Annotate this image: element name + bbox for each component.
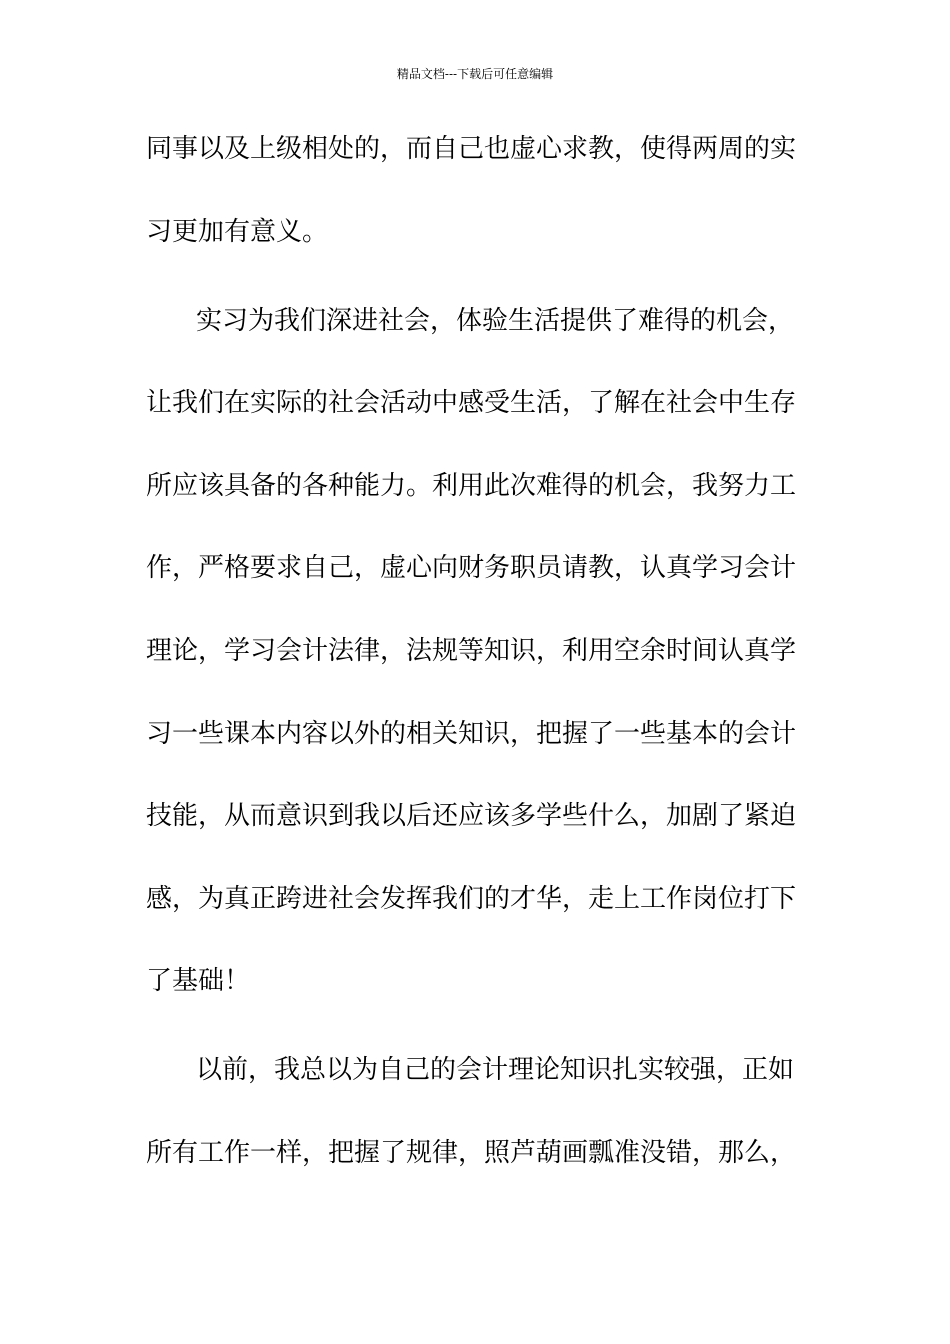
text-line-2: 习更加有意义。 [146, 217, 329, 247]
text-line-1: 同事以及上级相处的，而自己也虚心求教，使得两周的实 [146, 134, 797, 164]
text-line-5: 所应该具备的各种能力。利用此次难得的机会，我努力工 [146, 471, 797, 501]
text-line-4: 让我们在实际的社会活动中感受生活，了解在社会中生存 [146, 388, 797, 418]
text-line-12: 以前，我总以为自己的会计理论知识扎实较强，正如 [196, 1055, 795, 1085]
page-header: 精品文档---下载后可任意编辑 [396, 67, 554, 81]
text-line-10: 感，为真正跨进社会发挥我们的才华，走上工作岗位打下 [146, 884, 797, 914]
text-line-6: 作，严格要求自己，虚心向财务职员请教，认真学习会计 [146, 553, 797, 583]
text-line-13: 所有工作一样，把握了规律，照芦葫画瓢准没错，那么， [146, 1138, 797, 1168]
text-line-3: 实习为我们深进社会，体验生活提供了难得的机会， [196, 306, 795, 336]
text-line-7: 理论，学习会计法律，法规等知识，利用空余时间认真学 [146, 636, 797, 666]
text-line-8: 习一些课本内容以外的相关知识，把握了一些基本的会计 [146, 719, 797, 749]
text-line-11: 了基础！ [146, 966, 251, 996]
text-line-9: 技能，从而意识到我以后还应该多学些什么，加剧了紧迫 [146, 801, 797, 831]
